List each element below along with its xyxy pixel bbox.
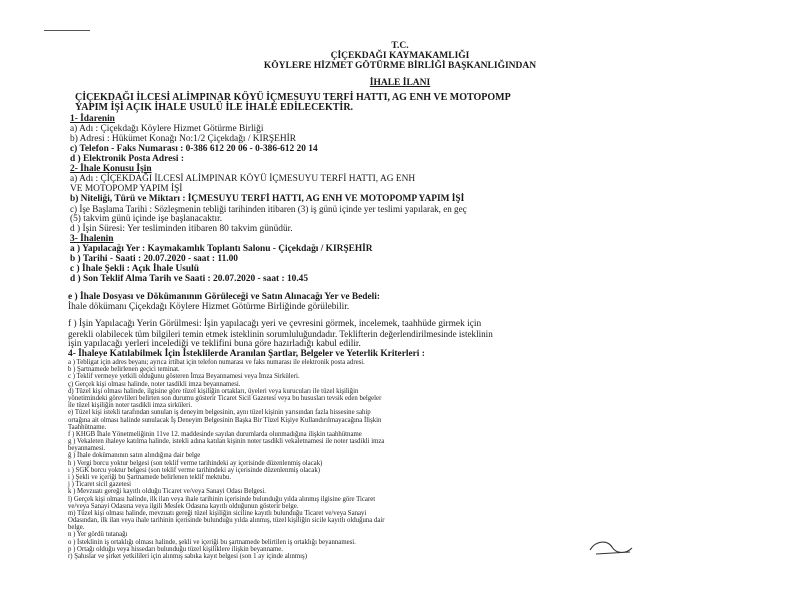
kriter-line: h ) Vergi borcu yoktur belgesi (son teklif verme tarihindeki ay içerisinde düzenlenmiş olacak) [68, 459, 323, 467]
yer-gorulmesi-line-1: f ) İşin Yapılacağı Yerin Görülmesi: İşin yapılacağı yeri ve çevresini görmek, incelemek, taahhüde girmek için [68, 319, 482, 329]
idare-eposta: d ) Elektronik Posta Adresi : [70, 154, 184, 164]
kriter-line: p ) Ortağı olduğu veya hissedarı bulunduğu tüzel kişiliklere ilişkin beyanname. [68, 545, 283, 553]
section-2-heading: 2- İhale Konusu İşin [70, 164, 152, 174]
header-birlik: KÖYLERE HİZMET GÖTÜRME BİRLİĞİ BAŞKANLIĞINDAN [263, 61, 537, 71]
kriter-line: belge. [68, 524, 85, 532]
kriter-line: ortağına ait olması halinde sunulacak İş Deneyim Belgesinin Başka Bir Tüzel Kişiye Kullandırılmayacağına İlişkin [68, 416, 382, 424]
kriter-line: o ) İsteklinin iş ortaklığı olması halinde, şekli ve içeriği bu şartnamede belirtilen iş ortaklığı beyannamesi. [68, 538, 356, 546]
section-3-heading: 3- İhalenin [70, 234, 114, 244]
scan-mark-line [44, 30, 90, 31]
kriter-line: m) Tüzel kişi olması halinde, mevzuatı gereği tüzel kişiliğin siciline kayıtlı bulunduğu Ticaret ve/veya Sanayi [68, 509, 367, 517]
ihale-sekli: c ) İhale Şekli : Açık İhale Usulü [70, 264, 199, 274]
is-niteligi: b) Niteliği, Türü ve Miktarı : İÇMESUYU TERFİ HATTI, AG ENH VE MOTOPOMP YAPIM İŞİ [70, 194, 465, 204]
kriter-line: k ) Mevzuatı gereği kayıtlı olduğu Ticaret ve/veya Sanayi Odası Belgesi. [68, 488, 267, 496]
ise-baslama-line-1: c) İşe Başlama Tarihi : Sözleşmenin tebliği tarihinden itibaren (3) iş günü içinde yer teslimi yapılarak, en geç [70, 204, 467, 214]
header-kaymakamlik: ÇİÇEKDAĞI KAYMAKAMLIĞI [330, 51, 470, 61]
idare-telefon-faks: c) Telefon - Faks Numarası : 0-386 612 20 06 - 0-386-612 20 14 [70, 144, 318, 154]
kriter-line: Taahhütname. [68, 423, 107, 431]
kriter-line: ile tüzel kişiliğin noter tasdikli imza sirküleri. [68, 402, 193, 410]
dokuman-bedeli-text: İhale dökümanı Çiçekdağı Köylere Hizmet Götürme Birliğinde görülebilir. [68, 302, 350, 312]
kriter-line: r) Şahıslar ve şirket yetkilileri için alınmış sabıka kayıt belgesi (son 1 ay içinde alınmış) [68, 553, 307, 560]
kriter-line: e) Tüzel kişi istekli tarafından sunulan iş deneyim belgesinin, aynı tüzel kişinin yarısından fazla hissesine sahip [68, 409, 371, 417]
intro-line-2: YAPIM İŞİ AÇIK İHALE USULÜ İLE İHALE EDİLECEKTİR. [75, 102, 354, 113]
signature-icon [586, 536, 636, 560]
yer-gorulmesi-line-3: işin yapılacağı yerleri incelediği ve teklifini buna göre hazırladığı kabul edilir. [68, 339, 361, 349]
dokuman-bedeli-heading: e ) İhale Dosyası ve Dökümanının Görüleceği ve Satın Alınacağı Yer ve Bedeli: [68, 292, 380, 302]
kriter-line: n ) Yer gördü tutanağı [68, 531, 128, 539]
kriter-line: ğ ) İhale dokümanının satın alındığına dair belge [68, 452, 201, 460]
kriter-line: c ) Teklif vermeye yetkili olduğunu gösteren İmza Beyannamesi veya İmza Sirküleri. [68, 373, 300, 381]
kriter-line: ç) Gerçek kişi olması halinde, noter tasdikli imza beyannamesi. [68, 380, 241, 388]
kriter-line: a ) Tebligat için adres beyanı; ayrıca irtibat için telefon numarası ve faks numarası ile elektronik posta adresi. [68, 359, 365, 366]
idare-adresi: b) Adresi : Hükümet Konağı No:1/2 Çiçekdağı / KIRŞEHİR [70, 134, 297, 144]
section-4-heading: 4- İhaleye Katılabilmek İçin İsteklilerde Aranılan Şartlar, Belgeler ve Yeterlik Kriterleri : [68, 349, 425, 359]
isin-suresi: d ) İşin Süresi: Yer tesliminden itibaren 80 takvim günüdür. [70, 224, 293, 234]
is-adi-line-1: a) Adı : ÇİÇEKDAĞI İLCESİ ALİMPINAR KÖYÜ İÇMESUYU TERFİ HATTI, AG ENH [70, 174, 416, 184]
ihale-tarih-saat: b ) Tarihi - Saati : 20.07.2020 - saat : 11.00 [70, 254, 238, 264]
kriter-line: i ) Şekli ve içeriği bu Şartnamede belirlenen teklif mektubu. [68, 474, 232, 481]
kriter-line: g ) Vekaleten ihaleye katılma halinde, istekli adına katılan kişinin noter tasdikli vekaletnamesi ile noter tasdikli imza [68, 438, 385, 445]
kriter-line: yönetimindeki görevlileri belirten son durumu gösterir Ticaret Sicil Gazetesi veya bu hususları tevsik eden belgeler [68, 394, 382, 402]
son-teklif-tarih: d ) Son Teklif Alma Tarih ve Saati : 20.07.2020 - saat : 10.45 [70, 274, 309, 284]
ihale-yeri: a ) Yapılacağı Yer : Kaymakamlık Toplantı Salonu - Çiçekdağı / KIRŞEHİR [70, 244, 373, 254]
kriter-line: j ) Ticaret sicil gazetesi [68, 481, 132, 489]
yer-gorulmesi-line-2: gerekli olabilecek tüm bilgileri temin etmek isteklinin sorumluluğundadır. Teklifterin değerlendirilmesinde isteklinin [68, 329, 493, 339]
kriter-line: f ) KHGB İhale Yönetmeliğinin 11ve 12. maddesinde sayılan durumlarda olunmadığına ilişkin taahhütname [68, 430, 362, 438]
intro-line-1: ÇİÇEKDAĞI İLCESİ ALİMPINAR KÖYÜ İÇMESUYU TERFİ HATTI, AG ENH VE MOTOPOMP [75, 92, 511, 103]
kriter-line: Odasından, ilk ilan veya ihale tarihinin içerisinde bulunduğu yılda alınmış, tüzel kişiliğin sicile kayıtlı olduğuna dair [68, 517, 385, 525]
kriter-line: ı ) SGK borcu yoktur belgesi (son teklif verme tarihindeki ay içerisinde düzenlenmiş olacak) [68, 466, 320, 474]
kriter-line: beyannamesi. [68, 445, 106, 453]
section-1-heading: 1- İdarenin [70, 114, 115, 124]
notice-title: İHALE İLANI [369, 78, 431, 88]
ise-baslama-line-2: (5) takvim günü içinde işe başlanacaktır. [70, 214, 223, 224]
idare-adi: a) Adı : Çiçekdağı Köylere Hizmet Götürme Birliği [70, 124, 264, 134]
kriter-line: d) Tüzel kişi olması halinde, ilgisine göre tüzel kişiliğin ortakları, üyeleri veya kurucuları ile tüzel kişiliğin [68, 387, 359, 395]
kriter-line: l) Gerçek kişi olması halinde, ilk ilan veya ihale tarihinin içerisinde bulunduğu yılda alınmış ilgisine göre Ticaret [68, 495, 376, 503]
header-tc: T.C. [391, 41, 409, 51]
is-adi-line-2: VE MOTOPOMP YAPIM İŞİ [70, 184, 183, 194]
kriter-line: b ) Şartnamede belirlenen geçici teminat. [68, 366, 180, 374]
kriter-line: ve/veya Sanayi Odasına veya ilgili Meslek Odasına kayıtlı olduğunun gösterir belge. [68, 502, 299, 510]
